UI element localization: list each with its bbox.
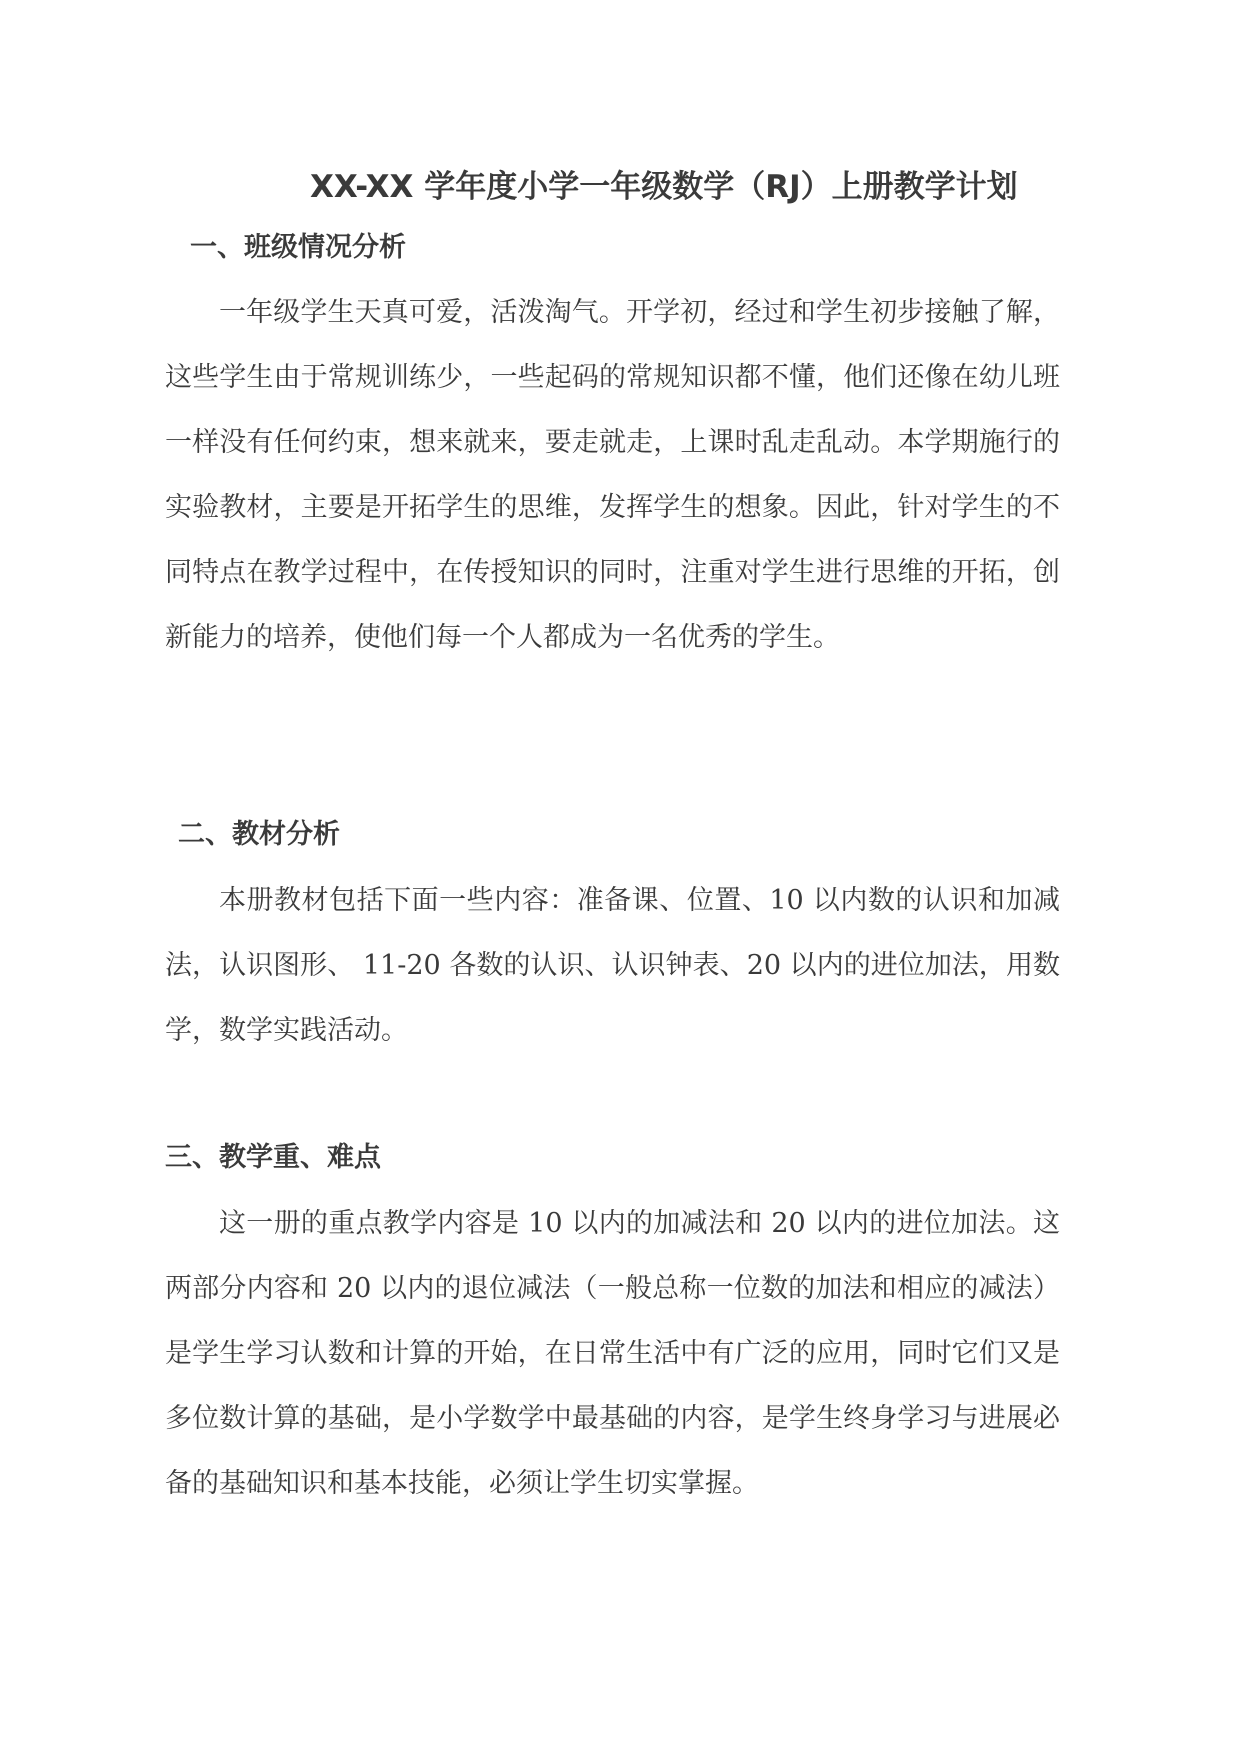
section-heading-key-points: 三、教学重、难点 <box>165 1142 381 1173</box>
paragraph-class-analysis: 一年级学生天真可爱，活泼淘气。开学初，经过和学生初步接触了解，这些学生由于常规训练少，一些起码的常规知识都不懂，他们还像在幼儿班一样没有任何约束，想来就来，要走就走，上课时乱走乱动。本学期施行的实验教材，主要是开拓学生的思维，发挥学生的想象。因此，针对学生的不同特点在教学过程中，在传授知识的同时，注重对学生进行思维的开拓，创新能力的培养，使他们每一个人都成为一名优秀的学生。 <box>165 297 1060 653</box>
paragraph-textbook-analysis: 本册教材包括下面一些内容：准备课、位置、10 以内数的认识和加减法，认识图形、 11-20 各数的认识、认识钟表、20 以内的进位加法，用数学，数学实践活动。 <box>165 885 1060 1046</box>
paragraph-key-points: 这一册的重点教学内容是 10 以内的加减法和 20 以内的进位加法。这两部分内容和 20 以内的退位减法（一般总称一位数的加法和相应的减法）是学生学习认数和计算的开始，在日常生活中有广泛的应用，同时它们又是多位数计算的基础，是小学数学中最基础的内容，是学生终身学习与进展必备的基础知识和基本技能，必须让学生切实掌握。 <box>165 1208 1060 1499</box>
section-heading-class-analysis: 一、班级情况分析 <box>190 232 406 263</box>
document-title: XX-XX 学年度小学一年级数学（RJ）上册教学计划 <box>310 169 1018 205</box>
section-heading-textbook-analysis: 二、教材分析 <box>178 819 340 850</box>
